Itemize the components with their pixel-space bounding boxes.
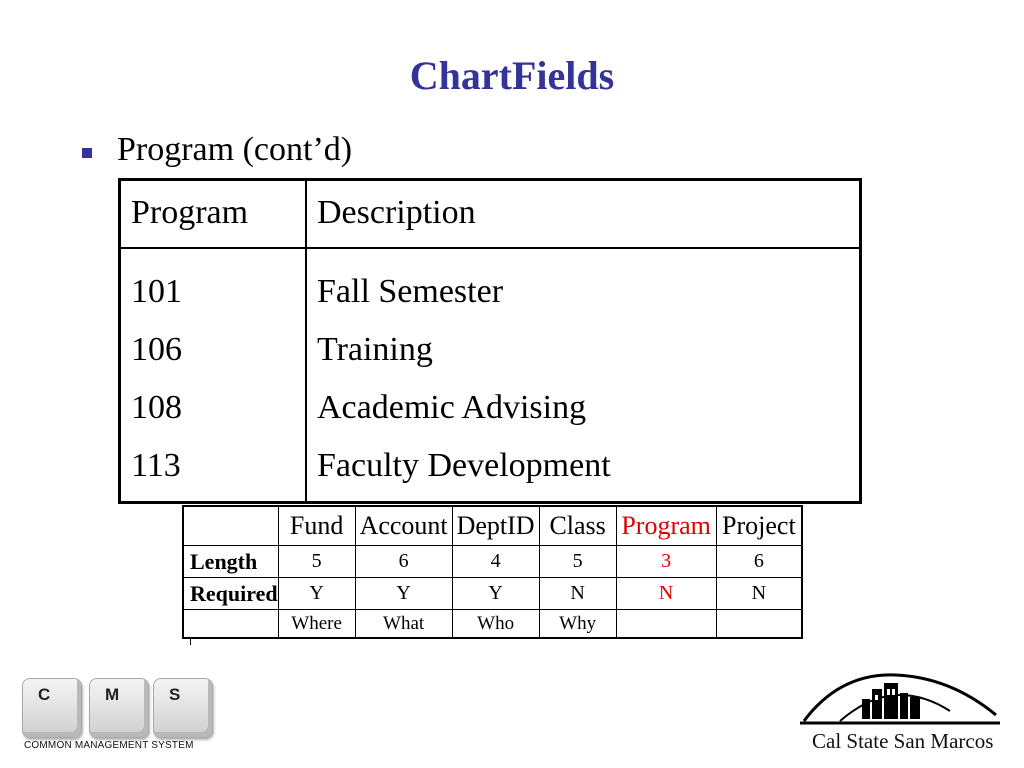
program-code: 108 — [131, 389, 182, 426]
program-description: Academic Advising — [317, 389, 587, 426]
length-class: 5 — [539, 546, 616, 578]
required-fund: Y — [278, 578, 355, 610]
keycap-m-icon: M — [89, 678, 149, 738]
chartfield-header-row — [183, 506, 802, 546]
length-account: 6 — [355, 546, 452, 578]
length-deptid: 4 — [452, 546, 539, 578]
col-class: Class — [539, 506, 616, 546]
csusm-skyline-icon — [800, 665, 1000, 727]
bullet-text: Program (cont’d) — [117, 131, 353, 168]
required-project: N — [716, 578, 802, 610]
col-program: Program — [616, 506, 716, 546]
chartfield-summary-table — [182, 505, 803, 639]
descriptor-fund: Where — [278, 610, 355, 639]
length-program: 3 — [616, 546, 716, 578]
required-class: N — [539, 578, 616, 610]
length-project: 6 — [716, 546, 802, 578]
col-fund: Fund — [278, 506, 355, 546]
col-project: Project — [716, 506, 802, 546]
descriptor-account: What — [355, 610, 452, 639]
required-deptid: Y — [452, 578, 539, 610]
program-descriptions-cell — [306, 248, 861, 503]
header-program: Program — [120, 180, 307, 249]
descriptor-program — [616, 610, 716, 639]
program-codes-cell — [120, 248, 307, 503]
required-label: Required — [183, 578, 278, 610]
table-tick-mark — [190, 637, 191, 645]
required-row — [183, 578, 802, 610]
keycap-s-icon: S — [153, 678, 213, 738]
program-description: Fall Semester — [317, 273, 504, 310]
descriptor-row — [183, 610, 802, 639]
program-code: 101 — [131, 273, 182, 310]
program-table-body — [120, 248, 861, 503]
corner-cell — [183, 506, 278, 546]
cms-caption: COMMON MANAGEMENT SYSTEM — [24, 740, 194, 751]
program-table — [118, 178, 862, 504]
program-code: 106 — [131, 331, 182, 368]
header-description: Description — [306, 180, 861, 249]
descriptor-project — [716, 610, 802, 639]
bullet-square-icon — [82, 148, 92, 158]
length-row — [183, 546, 802, 578]
descriptor-deptid: Who — [452, 610, 539, 639]
required-program: N — [616, 578, 716, 610]
csusm-logo — [800, 665, 1000, 760]
length-label: Length — [183, 546, 278, 578]
descriptor-class: Why — [539, 610, 616, 639]
program-code: 113 — [131, 447, 181, 484]
program-table-header — [120, 180, 861, 249]
keycap-c-icon: C — [22, 678, 82, 738]
slide-title: ChartFields — [409, 53, 615, 98]
col-account: Account — [355, 506, 452, 546]
program-description: Faculty Development — [317, 447, 611, 484]
cms-logo — [20, 678, 220, 754]
length-fund: 5 — [278, 546, 355, 578]
university-name: Cal State San Marcos — [812, 729, 994, 753]
required-account: Y — [355, 578, 452, 610]
program-description: Training — [317, 331, 433, 368]
col-deptid: DeptID — [452, 506, 539, 546]
descriptor-label — [183, 610, 278, 639]
